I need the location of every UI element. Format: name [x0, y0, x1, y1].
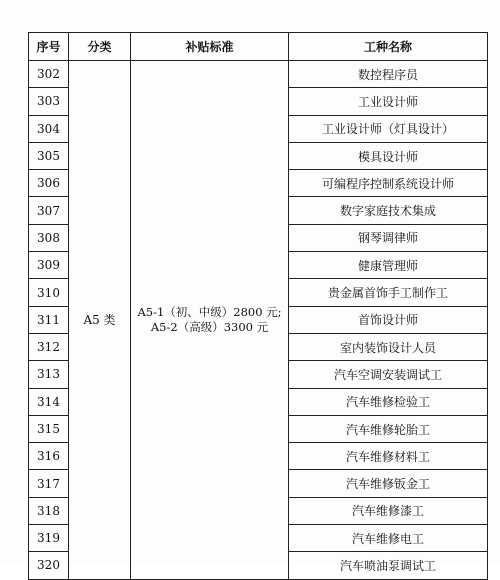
row-number: 317 [29, 470, 69, 497]
row-number: 302 [29, 61, 69, 88]
row-number: 315 [29, 415, 69, 442]
subsidy-cell [131, 61, 289, 580]
job-name: 室内装饰设计人员 [289, 333, 488, 360]
table-row [29, 61, 488, 88]
row-number: 314 [29, 388, 69, 415]
row-number: 313 [29, 361, 69, 388]
row-number: 309 [29, 252, 69, 279]
job-name: 汽车喷油泵调试工 [289, 552, 488, 579]
job-name: 汽车维修漆工 [289, 497, 488, 524]
job-name: 可编程序控制系统设计师 [289, 170, 488, 197]
category-cell: A5 类 [69, 61, 131, 580]
row-number: 319 [29, 525, 69, 552]
header-category: 分类 [69, 33, 131, 61]
job-name: 汽车维修检验工 [289, 388, 488, 415]
row-number: 305 [29, 142, 69, 169]
row-number: 304 [29, 115, 69, 142]
job-name: 钢琴调律师 [289, 224, 488, 251]
subsidy-table [28, 32, 488, 580]
job-name: 模具设计师 [289, 142, 488, 169]
job-name: 汽车维修电工 [289, 525, 488, 552]
header-no: 序号 [29, 33, 69, 61]
header-row [29, 33, 488, 61]
job-name: 汽车维修钣金工 [289, 470, 488, 497]
row-number: 307 [29, 197, 69, 224]
row-number: 318 [29, 497, 69, 524]
job-name: 数控程序员 [289, 61, 488, 88]
job-name: 数字家庭技术集成 [289, 197, 488, 224]
header-job: 工种名称 [289, 33, 488, 61]
subsidy-line: A5-2（高级）3300 元 [150, 319, 269, 334]
row-number: 316 [29, 443, 69, 470]
job-name: 贵金属首饰手工制作工 [289, 279, 488, 306]
row-number: 312 [29, 333, 69, 360]
job-name: 工业设计师（灯具设计） [289, 115, 488, 142]
subsidy-line: A5-1（初、中级）2800 元; [137, 304, 282, 319]
table-body [29, 61, 488, 580]
job-name: 健康管理师 [289, 252, 488, 279]
job-name: 汽车维修材料工 [289, 443, 488, 470]
row-number: 311 [29, 306, 69, 333]
row-number: 308 [29, 224, 69, 251]
job-name: 汽车空调安装调试工 [289, 361, 488, 388]
job-name: 首饰设计师 [289, 306, 488, 333]
job-name: 汽车维修轮胎工 [289, 415, 488, 442]
row-number: 306 [29, 170, 69, 197]
row-number: 303 [29, 88, 69, 115]
job-name: 工业设计师 [289, 88, 488, 115]
header-subsidy: 补贴标准 [131, 33, 289, 61]
row-number: 320 [29, 552, 69, 579]
row-number: 310 [29, 279, 69, 306]
